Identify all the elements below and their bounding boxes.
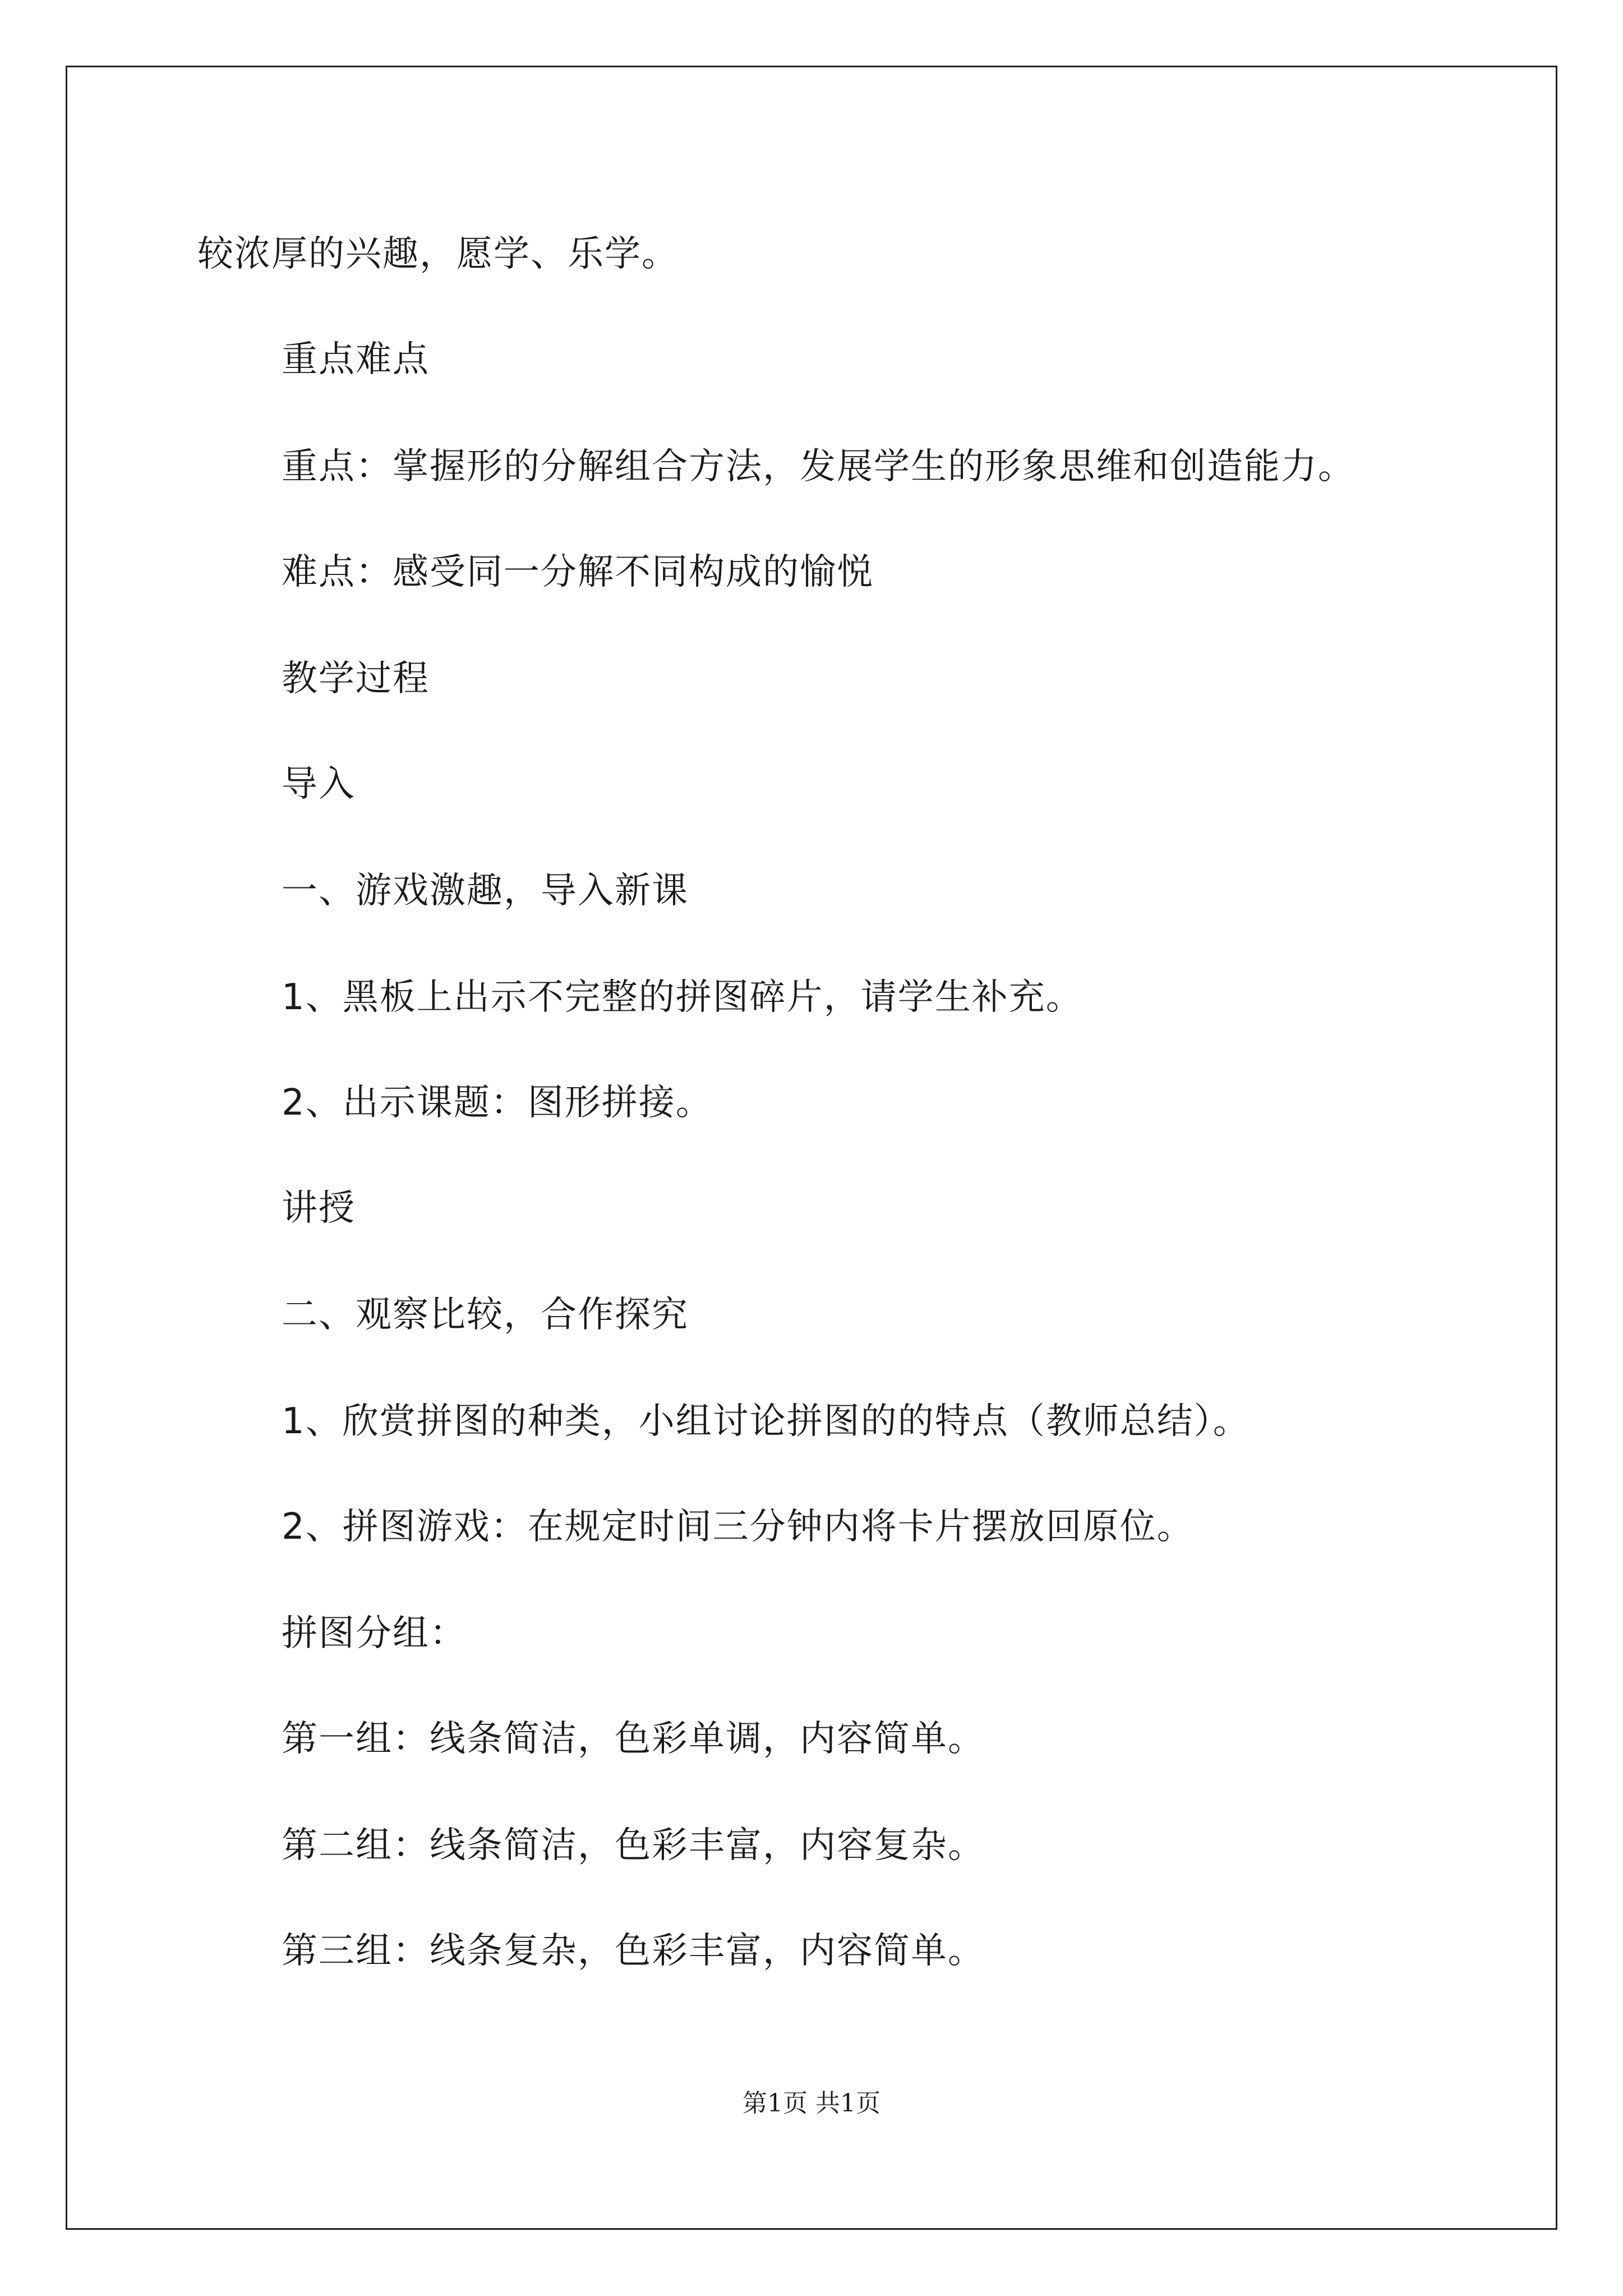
heading-key-points: 重点难点 (282, 339, 430, 380)
section-heading-1: 一、游戏激趣，导入新课 (282, 870, 689, 912)
text-line-difficulty: 难点：感受同一分解不同构成的愉悦 (282, 551, 874, 593)
heading-lecture: 讲授 (282, 1188, 356, 1229)
heading-teaching-process: 教学过程 (282, 658, 430, 700)
group-item-2: 第二组：线条简洁，色彩丰富，内容复杂。 (282, 1825, 985, 1866)
list-item-1-1: 1、黑板上出示不完整的拼图碎片，请学生补充。 (282, 977, 1083, 1018)
list-item-2-2: 2、拼图游戏：在规定时间三分钟内将卡片摆放回原位。 (282, 1506, 1194, 1548)
list-item-1-2: 2、出示课题：图形拼接。 (282, 1082, 713, 1124)
group-item-3: 第三组：线条复杂，色彩丰富，内容简单。 (282, 1930, 985, 1972)
text-line-key-point: 重点：掌握形的分解组合方法，发展学生的形象思维和创造能力。 (282, 446, 1355, 487)
heading-introduction: 导入 (282, 763, 356, 805)
text-line-continuation: 较浓厚的兴趣，愿学、乐学。 (197, 233, 679, 275)
page-border (66, 66, 1557, 2230)
section-heading-2: 二、观察比较，合作探究 (282, 1294, 689, 1336)
list-item-2-1: 1、欣赏拼图的种类，小组讨论拼图的的特点（教师总结）。 (282, 1401, 1250, 1442)
heading-puzzle-groups: 拼图分组： (282, 1613, 467, 1654)
page-number-footer: 第1页 共1页 (743, 2089, 880, 2118)
group-item-1: 第一组：线条简洁，色彩单调，内容简单。 (282, 1718, 985, 1760)
